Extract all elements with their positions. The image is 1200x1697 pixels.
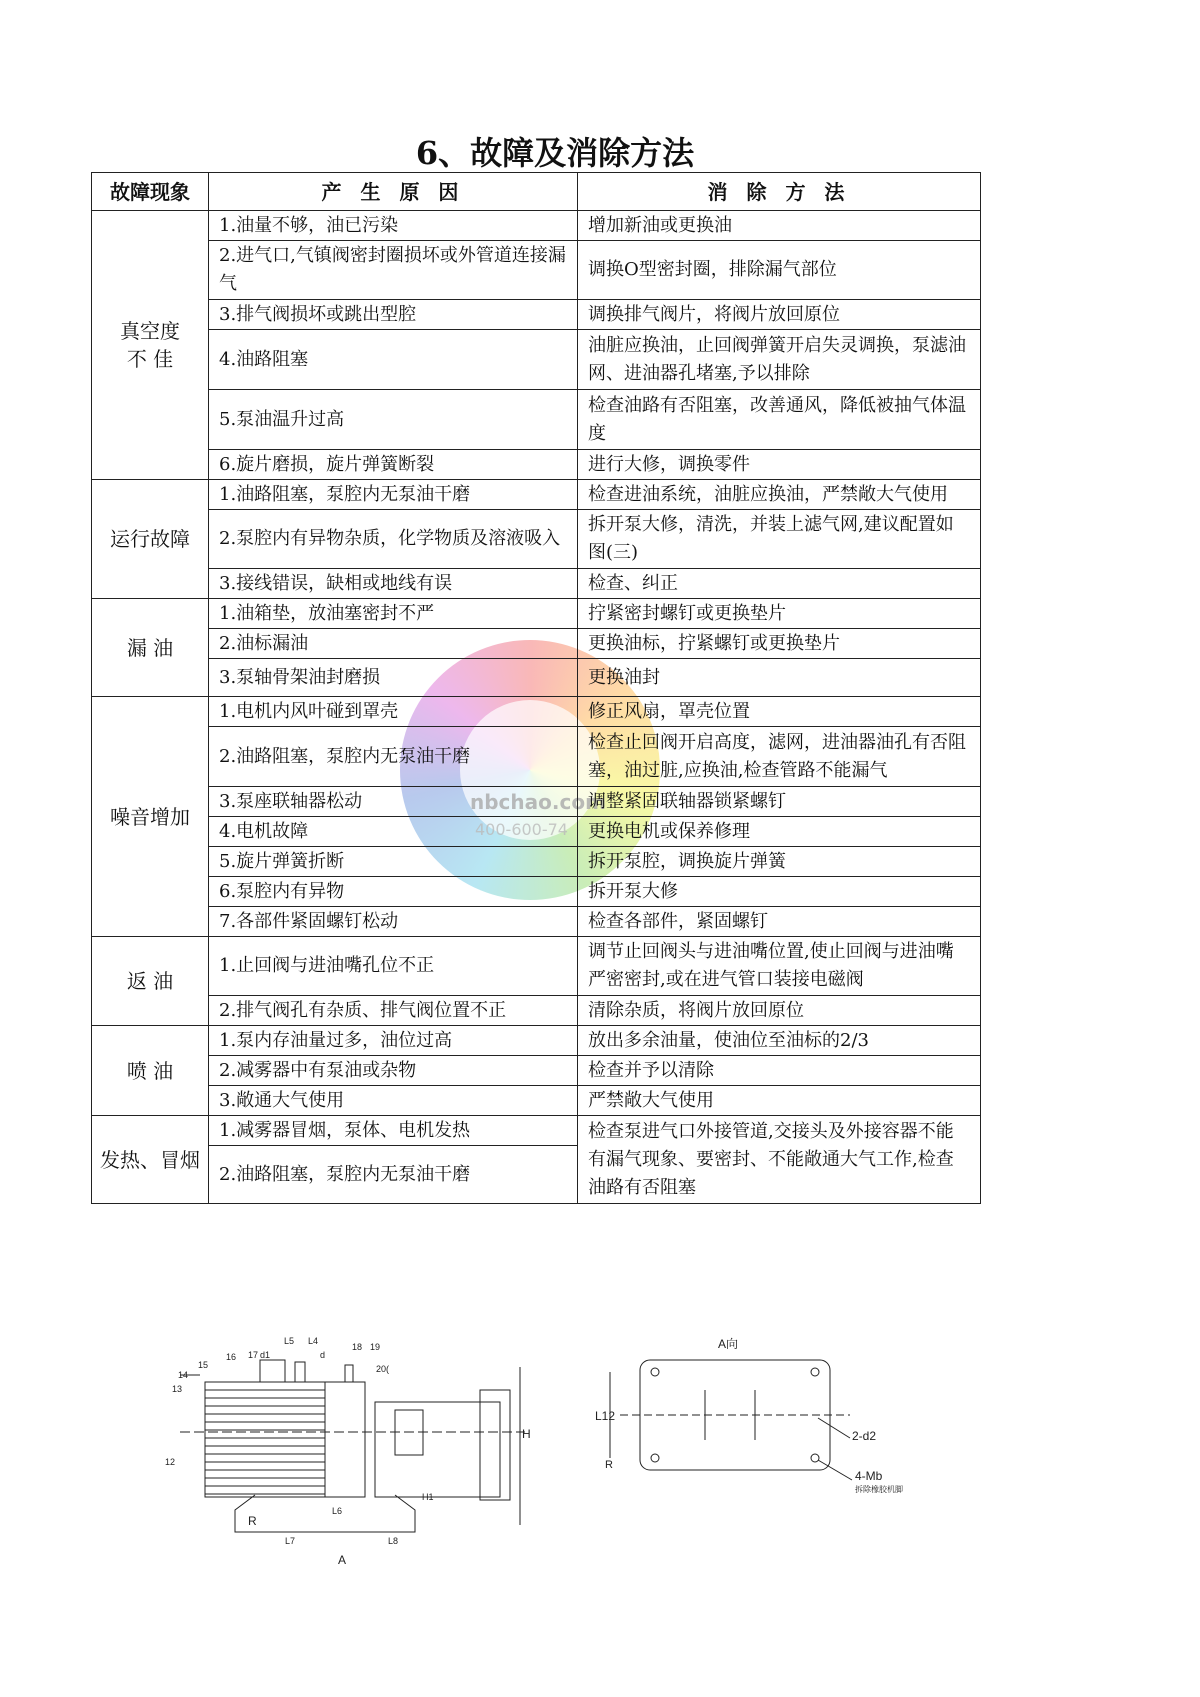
table-row [92,1086,981,1116]
watermark-site: nbchao.com [470,790,606,814]
fault-cause: 5.旋片弹簧折断 [209,847,578,877]
table-row [92,629,981,659]
fault-solution: 调节止回阀头与进油嘴位置,使止回阀与进油嘴严密密封,或在进气管口装接电磁阀 [578,937,981,996]
label-A: A [338,1553,347,1567]
label-14: 14 [178,1370,189,1380]
label-12: 12 [165,1457,176,1467]
table-row [92,907,981,937]
fault-cause: 3.泵座联轴器松动 [209,787,578,817]
table-row [92,599,981,629]
fault-solution: 调换排气阀片，将阀片放回原位 [578,300,981,330]
label-L4: L4 [308,1336,319,1346]
table-row [92,450,981,480]
table-row [92,241,981,300]
fault-solution: 清除杂质，将阀片放回原位 [578,996,981,1026]
label-L12: L12 [595,1409,616,1423]
fault-solution: 检查并予以清除 [578,1056,981,1086]
pump-base-view-drawing [590,1330,920,1500]
table-row [92,480,981,510]
fault-solution: 检查、纠正 [578,569,981,599]
fault-solution: 检查泵进气口外接管道,交接头及外接容器不能有漏气现象、要密封、不能敞通大气工作,检查油路有否阻塞 [578,1116,981,1204]
fault-phenomenon: 返 油 [92,937,209,1026]
fault-cause: 7.各部件紧固螺钉松动 [209,907,578,937]
fault-cause: 2.减雾器中有泵油或杂物 [209,1056,578,1086]
label-d: d [320,1350,326,1360]
label-15: 15 [198,1360,209,1370]
fault-solution: 检查止回阀开启高度，滤网，进油器油孔有否阻塞，油过脏,应换油,检查管路不能漏气 [578,727,981,787]
fault-cause: 1.油量不够，油已污染 [209,211,578,241]
fault-solution: 调换O型密封圈，排除漏气部位 [578,241,981,300]
watermark-phone: 400-600-74 [475,820,568,839]
fault-cause: 4.油路阻塞 [209,330,578,390]
label-a-view: A向 [718,1337,739,1351]
fault-phenomenon: 漏 油 [92,599,209,697]
fault-solution: 拧紧密封螺钉或更换垫片 [578,599,981,629]
fault-solution: 检查各部件，紧固螺钉 [578,907,981,937]
fault-cause: 3.排气阀损坏或跳出型腔 [209,300,578,330]
fault-phenomenon: 噪音增加 [92,697,209,937]
fault-solution: 检查油路有否阻塞，改善通风，降低被抽气体温度 [578,390,981,450]
fault-cause: 1.油箱垫，放油塞密封不严 [209,599,578,629]
label-2-d2: 2-d2 [852,1429,877,1443]
table-row [92,390,981,450]
table-row [92,1116,981,1146]
table-row [92,787,981,817]
fault-cause: 2.油路阻塞，泵腔内无泵油干磨 [209,727,578,787]
fault-cause: 3.敞通大气使用 [209,1086,578,1116]
label-17: 17 [248,1350,259,1360]
fault-cause: 2.泵腔内有异物杂质，化学物质及溶液吸入 [209,510,578,569]
table-row [92,300,981,330]
table-row [92,877,981,907]
label-H: H [522,1427,531,1441]
fault-solution: 更换油标，拧紧螺钉或更换垫片 [578,629,981,659]
table-row [92,817,981,847]
table-row [92,937,981,996]
page-title: 6、故障及消除方法 [415,134,695,172]
label-18: 18 [352,1342,363,1352]
label-remove-feet: 拆除橡胶机脚 [855,1485,903,1494]
fault-phenomenon: 喷 油 [92,1026,209,1116]
label-19: 19 [370,1342,381,1352]
fault-solution: 增加新油或更换油 [578,211,981,241]
fault-cause: 1.油路阻塞，泵腔内无泵油干磨 [209,480,578,510]
fault-cause: 2.排气阀孔有杂质、排气阀位置不正 [209,996,578,1026]
fault-cause: 2.进气口,气镇阀密封圈损坏或外管道连接漏气 [209,241,578,300]
fault-solution: 放出多余油量，使油位至油标的2/3 [578,1026,981,1056]
fault-phenomenon: 发热、冒烟 [92,1116,209,1204]
header-cause: 产 生 原 因 [209,173,578,211]
fault-cause: 2.油路阻塞，泵腔内无泵油干磨 [209,1146,578,1204]
fault-cause: 5.泵油温升过高 [209,390,578,450]
label-R: R [248,1514,257,1528]
label-L8: L8 [388,1536,399,1546]
fault-solution: 拆开泵大修，清洗，并装上滤气网,建议配置如图(三) [578,510,981,569]
fault-table [91,172,981,1204]
label-20: 20( [376,1364,390,1374]
table-row [92,1026,981,1056]
table-row [92,847,981,877]
fault-solution: 进行大修，调换零件 [578,450,981,480]
label-L5: L5 [284,1336,295,1346]
table-row [92,996,981,1026]
label-H1: H1 [422,1492,434,1502]
table-row [92,569,981,599]
fault-cause: 3.泵轴骨架油封磨损 [209,659,578,697]
fault-phenomenon: 真空度 不 佳 [92,211,209,480]
label-L6: L6 [332,1506,343,1516]
table-header [92,173,981,211]
label-R-base: R [605,1459,613,1471]
fault-solution: 拆开泵腔，调换旋片弹簧 [578,847,981,877]
fault-solution: 更换电机或保养修理 [578,817,981,847]
label-L7: L7 [285,1536,296,1546]
fault-solution: 严禁敞大气使用 [578,1086,981,1116]
table-row [92,211,981,241]
label-4-Mb: 4-Mb [855,1469,883,1483]
fault-cause: 1.泵内存油量过多，油位过高 [209,1026,578,1056]
label-13: 13 [172,1384,183,1394]
fault-cause: 1.电机内风叶碰到罩壳 [209,697,578,727]
fault-solution: 修正风扇，罩壳位置 [578,697,981,727]
fault-cause: 4.电机故障 [209,817,578,847]
header-phenomenon: 故障现象 [92,173,209,211]
fault-solution: 检查进油系统，油脏应换油，严禁敞大气使用 [578,480,981,510]
table-row [92,659,981,697]
fault-cause: 6.泵腔内有异物 [209,877,578,907]
fault-cause: 3.接线错误，缺相或地线有误 [209,569,578,599]
fault-solution: 调整紧固联轴器锁紧螺钉 [578,787,981,817]
label-d1: d1 [260,1350,271,1360]
fault-cause: 6.旋片磨损，旋片弹簧断裂 [209,450,578,480]
pump-side-view-drawing [160,1320,540,1570]
table-row [92,697,981,727]
fault-cause: 1.止回阀与进油嘴孔位不正 [209,937,578,996]
fault-solution: 更换油封 [578,659,981,697]
fault-cause: 2.油标漏油 [209,629,578,659]
fault-phenomenon: 运行故障 [92,480,209,599]
label-16: 16 [226,1352,237,1362]
table-row [92,510,981,569]
table-row [92,330,981,390]
fault-solution: 油脏应换油，止回阀弹簧开启失灵调换，泵滤油网、进油器孔堵塞,予以排除 [578,330,981,390]
table-row [92,1056,981,1086]
fault-cause: 1.减雾器冒烟，泵体、电机发热 [209,1116,578,1146]
fault-solution: 拆开泵大修 [578,877,981,907]
header-solution: 消 除 方 法 [578,173,981,211]
table-row [92,727,981,787]
